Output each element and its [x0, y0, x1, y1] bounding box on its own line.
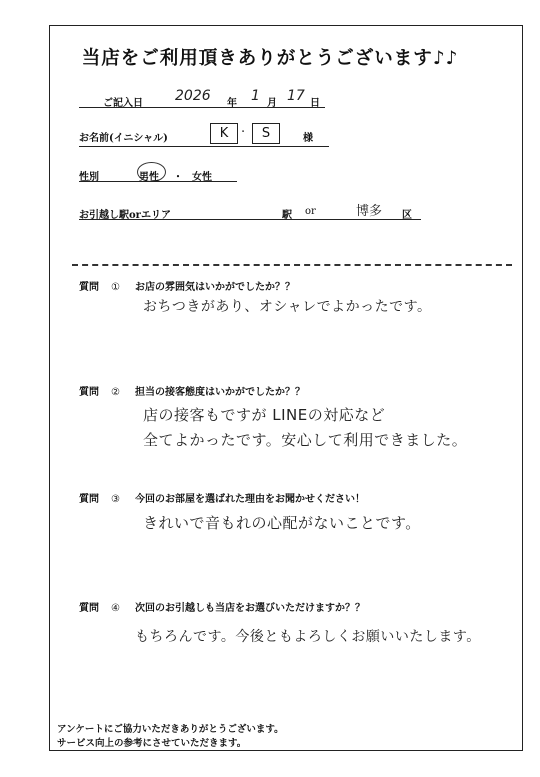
initial-box-2: S: [252, 123, 280, 144]
honorific: 様: [303, 133, 313, 144]
station-label: お引越し駅orエリア: [79, 210, 171, 221]
month-unit: 月: [267, 98, 277, 109]
date-underline: [79, 107, 325, 108]
question-3-number: 質問: [79, 494, 99, 505]
gender-female: 女性: [192, 172, 212, 183]
gender-male: 男性: [139, 172, 159, 183]
question-2-text: 担当の接客態度はいかがでしたか？？: [135, 387, 305, 398]
date-label: ご記入日: [103, 98, 143, 109]
answer-2-line-1: 店の接客もですが LINEの対応など: [143, 406, 386, 424]
initial-box-1: K: [210, 123, 238, 144]
survey-title: 当店をご利用頂きありがとうございます♪♪: [81, 48, 459, 69]
question-1-number: 質問: [79, 282, 99, 293]
year-unit: 年: [227, 98, 237, 109]
question-1-text: お店の雰囲気はいかがでしたか？？: [135, 282, 295, 293]
answer-3-line-1: きれいで音もれの心配がないことです。: [143, 514, 421, 532]
footer-line-1: アンケートにご協力いただきありがとうございます。: [57, 724, 284, 735]
question-2-number: 質問: [79, 387, 99, 398]
question-3-text: 今回のお部屋を選ばれた理由をお聞かせください！: [135, 494, 365, 505]
question-1-mark: ①: [111, 282, 120, 293]
station-unit: 駅: [282, 210, 292, 221]
station-underline: [79, 219, 421, 220]
gender-label: 性別: [79, 172, 99, 183]
question-4-mark: ④: [111, 603, 120, 614]
question-3-mark: ③: [111, 494, 120, 505]
question-3: [79, 490, 365, 505]
day-unit: 日: [310, 98, 320, 109]
initial-separator: ·: [241, 125, 246, 140]
area-unit: 区: [402, 210, 412, 221]
date-day: 17: [287, 88, 305, 104]
area-value: 博多: [356, 204, 383, 219]
question-1: [79, 278, 295, 293]
date-year: 2026: [175, 88, 211, 104]
question-4-number: 質問: [79, 603, 99, 614]
answer-2-line-2: 全てよかったです。安心して利用できました。: [143, 431, 468, 449]
gender-underline: [79, 181, 237, 182]
footer-line-2: サービス向上の参考にさせていただきます。: [57, 738, 247, 749]
answer-4-line-1: もちろんです。今後ともよろしくお願いいたします。: [135, 629, 481, 645]
or-label: or: [305, 206, 316, 217]
gender-separator: ・: [173, 172, 183, 183]
name-label: お名前(イニシャル): [79, 133, 168, 144]
answer-1-line-1: おちつきがあり、オシャレでよかったです。: [143, 299, 432, 315]
section-divider: [72, 264, 512, 266]
question-4: [79, 599, 365, 614]
question-2: [79, 383, 305, 398]
name-underline: [79, 146, 329, 147]
question-4-text: 次回のお引越しも当店をお選びいただけますか？？: [135, 603, 365, 614]
question-2-mark: ②: [111, 387, 120, 398]
date-month: 1: [251, 88, 260, 104]
